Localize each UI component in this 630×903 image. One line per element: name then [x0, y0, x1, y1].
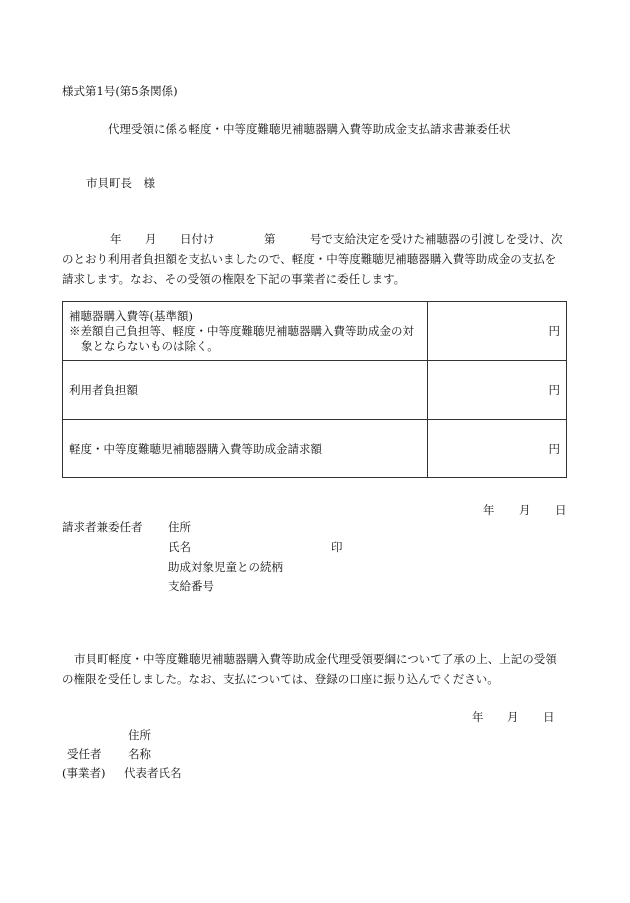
claim-table — [62, 301, 567, 478]
table-row — [63, 361, 567, 420]
date2-month: 月 — [507, 710, 519, 724]
document-title: 代理受領に係る軽度・中等度難聴児補聴器購入費等助成金支払請求書兼委任状 — [108, 122, 511, 136]
form-number: 様式第1号(第5条関係) — [62, 84, 178, 98]
base-amount-note: ※差額自己負担等、軽度・中等度難聴児補聴器購入費等助成金の対 — [69, 323, 414, 338]
yen-unit: 円 — [548, 441, 560, 456]
date2-day: 日 — [543, 710, 555, 724]
intro-year: 年 — [110, 232, 122, 246]
intro-dai: 第 — [264, 232, 276, 246]
claim-amount-cell — [428, 420, 567, 478]
yen-unit: 円 — [548, 383, 560, 397]
user-burden-cell — [428, 361, 567, 420]
table-row — [63, 420, 567, 478]
intro-month: 月 — [145, 232, 157, 246]
intro-line1-rest: 号で支給決定を受けた補聴器の引渡しを受け、次 — [310, 232, 563, 246]
base-amount-label: 補聴器購入費等(基準額) — [69, 308, 193, 323]
agent-name-label: 名称 — [128, 747, 151, 761]
date2-year: 年 — [472, 710, 484, 724]
intro-line3: 請求します。なお、その受領の権限を下記の事業者に委任します。 — [62, 272, 406, 286]
row-label — [63, 302, 428, 361]
seal-mark: 印 — [331, 540, 343, 554]
date1-year: 年 — [483, 503, 495, 517]
agent-role: 受任者 — [67, 747, 102, 761]
acceptance-line2: の権限を受任しました。なお、支払については、登録の口座に振り込んでください。 — [62, 672, 499, 686]
requester-role: 請求者兼委任者 — [62, 520, 143, 534]
user-burden-label: 利用者負担額 — [63, 361, 428, 420]
date1-month: 月 — [519, 503, 531, 517]
pay-number-label: 支給番号 — [168, 579, 214, 593]
agent-address-label: 住所 — [128, 728, 151, 742]
requester-name-label: 氏名 — [168, 540, 191, 554]
yen-unit: 円 — [548, 324, 560, 338]
intro-line2: のとおり利用者負担額を支払いましたので、軽度・中等度難聴児補聴器購入費等助成金の支払を — [62, 252, 557, 266]
claim-amount-label: 軽度・中等度難聴児補聴器購入費等助成金請求額 — [63, 420, 428, 478]
base-amount-cell — [428, 302, 567, 361]
addressee: 市貝町長 様 — [86, 176, 155, 190]
requester-address-label: 住所 — [168, 520, 191, 534]
agent-rep-label: 代表者氏名 — [124, 766, 182, 780]
base-amount-note-cont: 象とならないものは除く。 — [81, 338, 219, 353]
acceptance-line1: 市貝町軽度・中等度難聴児補聴器購入費等助成金代理受領要綱について了承の上、上記の受領 — [74, 652, 557, 666]
agent-business: (事業者) — [62, 766, 106, 780]
date1-day: 日 — [555, 503, 567, 517]
table-row — [63, 302, 567, 361]
intro-day: 日付け — [180, 232, 215, 246]
relation-label: 助成対象児童との続柄 — [168, 560, 283, 574]
